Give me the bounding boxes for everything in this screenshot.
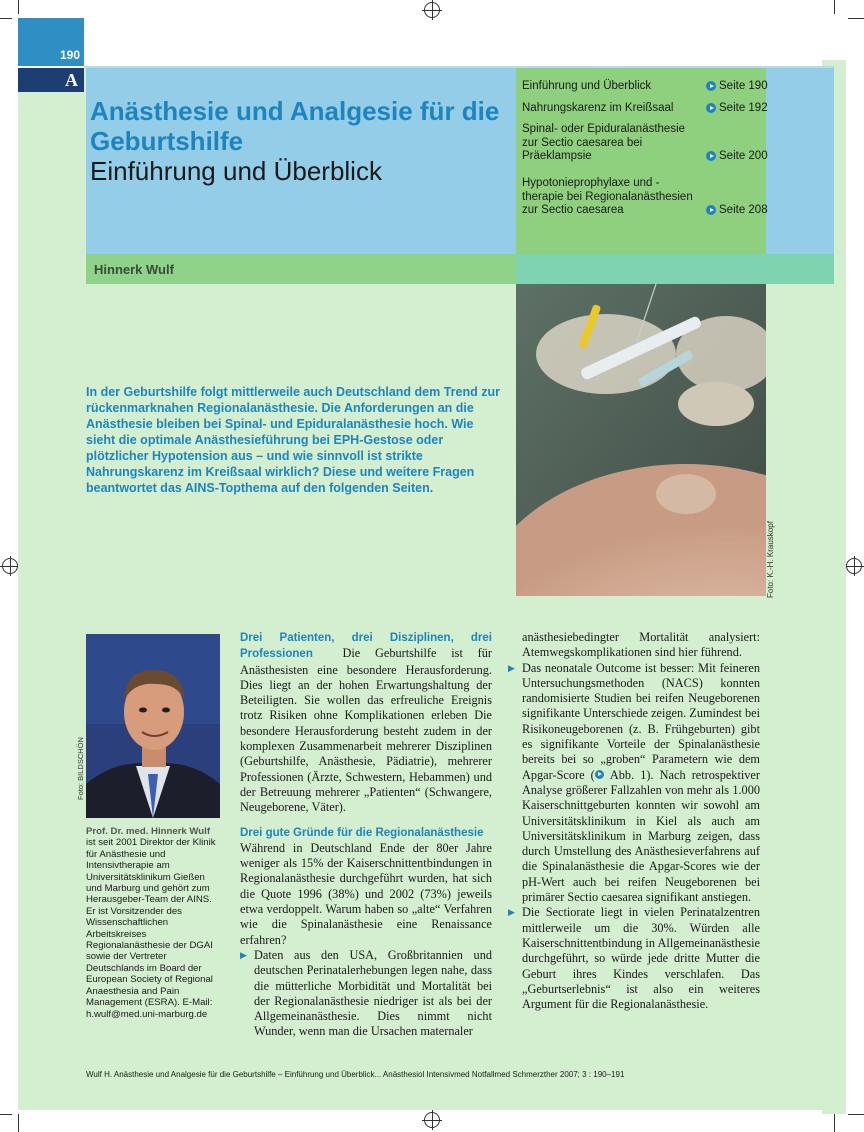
crop-mark <box>0 18 12 19</box>
title-panel-right <box>766 68 834 254</box>
bio-text: ist seit 2001 Direktor der Klinik für Anästhesie und Intensivtherapie am Universitätsklinikum Gießen und Marburg und gehört zum Herausgeber-Team der AINS. Er ist Vorsitzender des Wissenschaftlichen Arbeitskreises Regionalanästhesie der DGAI sowie der Vertreter Deutschlands im Board der European Society of Regional Anaesthesia and Pain Management (ESRA). E-Mail: h.wulf@med.uni-marburg.de <box>86 837 216 1020</box>
procedure-photo <box>516 284 766 596</box>
article-column-1: Drei Patienten, drei Disziplinen, drei Professionen Die Geburtshilfe ist für Anästhesisten eine besondere Herausforderung. Dies liegt an der hohen Erwartungshaltung der Beteiligten. Sie wollen das erfreuliche Ereignis trotz Risiken ohne Komplikationen erleben Die besondere Herausforderung besteht zudem in der komplexen Zusammenarbeit mehrerer Disziplinen (Geburtshilfe, Anästhesie, Pädiatrie), mehrerer Professionen (Ärzte, Schwestern, Hebammen) und der Betreuung mehrerer „Patienten“ (Schwangere, Neugeborene, Väter). Drei gute Gründe für die Regionalanästhesie Während in Deutschland Ende der 80er Jahre weniger als 15% der Kaiserschnittentbindungen in Regionalanästhesie durchgeführt wurden, hat sich die Quote 1996 (38%) und 2002 (73%) jeweils etwa verdoppelt. Warum haben so „alte“ Verfahren wie die Spinalanästhesie eine Renaissance erfahren? ▶ Daten aus den USA, Großbritannien und deutschen Perinatalerhebungen legen nahe, dass die mütterliche Morbidität und Mortalität bei der Regionalanästhesie niedriger ist als bei der Allgemeinanästhesie. Dies nimmt nicht Wunder, wenn man die Ursachen maternaler <box>240 630 492 1040</box>
photo-credit: Foto: K.-H. Krauskopf <box>766 521 775 598</box>
section-letter: A <box>18 68 84 92</box>
crop-mark <box>848 18 864 19</box>
registration-mark-icon <box>2 558 18 574</box>
page-number: 190 <box>18 18 84 66</box>
paragraph-continuation: anästhesiebedingter Mortalität analysiert: Atemwegskomplikationen sind hier führend. <box>522 630 760 660</box>
author-name: Hinnerk Wulf <box>94 262 174 277</box>
article-column-2 <box>508 630 760 1012</box>
crop-mark <box>834 0 835 14</box>
crop-mark <box>848 1114 864 1115</box>
article-title: Anästhesie und Analgesie für die Geburtshilfe <box>90 96 500 156</box>
toc-item-label[interactable]: Nahrungskarenz im Kreißsaal <box>522 102 674 114</box>
bio-name: Prof. Dr. med. Hinnerk Wulf <box>86 826 211 837</box>
crop-mark <box>0 1114 12 1115</box>
registration-mark-icon <box>424 1112 440 1128</box>
toc-item-page[interactable]: Seite 190 <box>706 80 768 92</box>
arrow-right-icon <box>706 103 716 113</box>
registration-mark-icon <box>424 2 440 18</box>
bullet-item: ▶ Das neonatale Outcome ist besser: Mit feineren Untersuchungsmethoden (NACS) konnten randomisierte Studien bei reifen Neugeborenen signifikante Unterschiede zeigen. Zumindest bei Risikoneugeborenen (z. B. Frühgeburten) gibt es signifikante Vorteile der Spinalanästhesie bereits bei so „groben“ Parametern wie dem Apgar-Score ( Abb. 1). Nach retrospektiver Analyse größerer Fallzahlen von mehr als 1.000 Kaiserschnittgeburten konnten wir sowohl am Universitätsklinikum in Kiel als auch am Universitätsklinikum in Marburg zeigen, dass durch Umstellung des Anästhesieverfahrens auf die Spinalanästhesie die Apgar-Scores wie der pH-Wert auch bei reifen Neugeborenen bei primärer Sectio caesarea signifikant anstiegen. <box>508 661 760 906</box>
arrow-right-icon <box>706 205 716 215</box>
author-band-right <box>516 254 834 284</box>
bullet-item: ▶ Die Sectiorate liegt in vielen Perinatalzentren mittlerweile um die 30%. Würden alle Kaiserschnittentbindung in Allgemeinanästhesie durchgeführt, so würde jede dritte Mutter die Geburt ihres Kindes verschlafen. Das „Geburtserlebnis“ ist also ein weiteres Argument für die Regionalanästhesie. <box>508 905 760 1012</box>
crop-mark <box>18 1114 19 1132</box>
toc-item-label[interactable]: Hypotonieprophylaxe und -therapie bei Regionalanästhesien zur Sectio caesarea <box>522 177 693 216</box>
toc-item-page[interactable]: Seite 208 <box>706 204 768 216</box>
toc-item-label[interactable]: Spinal- oder Epiduralanästhesie zur Sectio caesarea bei Präeklampsie <box>522 123 686 162</box>
arrow-right-icon <box>706 151 716 161</box>
figure-reference-link[interactable]: Abb. 1 <box>609 767 647 782</box>
toc-item-page[interactable]: Seite 200 <box>706 150 768 162</box>
section-heading: Drei Patienten, drei Disziplinen, drei Professionen <box>240 632 492 661</box>
crop-mark <box>18 0 19 14</box>
lead-paragraph: In der Geburtshilfe folgt mittlerweile auch Deutschland dem Trend zur rückenmarknahen Regionalanästhesie. Die Anforderungen an die Anästhesie bleiben bei Spinal- und Epiduralanästhesie hoch. Wie sieht die optimale Anästhesieführung bei EPH-Gestose oder plötzlicher Hypotension aus – und wie sinnvoll ist strikte Nahrungskarenz im Kreißsaal wirklich? Diese und weitere Fragen beantwortet das AINS-Topthema auf den folgenden Seiten. <box>86 385 500 495</box>
portrait-credit: Foto: BILDSCHÖN <box>76 737 85 800</box>
toc-item-page[interactable]: Seite 192 <box>706 102 768 114</box>
toc-item-label[interactable]: Einführung und Überblick <box>522 80 652 92</box>
arrow-right-icon <box>595 770 604 779</box>
arrow-right-icon <box>706 81 716 91</box>
author-bio <box>86 826 222 1020</box>
registration-mark-icon <box>846 558 862 574</box>
citation-footer: Wulf H. Anästhesie und Analgesie für die Geburtshilfe – Einführung und Überblick... Anästhesiol Intensivmed Notfallmed Schmerzther 2007; 3 : 190–191 <box>86 1070 625 1079</box>
section-heading: Drei gute Gründe für die Regionalanästhesie <box>240 826 484 839</box>
author-portrait <box>86 634 220 818</box>
bullet-item: ▶ Daten aus den USA, Großbritannien und deutschen Perinatalerhebungen legen nahe, dass die mütterliche Morbidität und Mortalität bei der Regionalanästhesie niedriger ist als bei der Allgemeinanästhesie. Dies nimmt nicht Wunder, wenn man die Ursachen maternaler <box>240 948 492 1040</box>
paragraph: Während in Deutschland Ende der 80er Jahre weniger als 15% der Kaiserschnittentbindungen in Regionalanästhesie durchgeführt wurden, hat sich die Quote 1996 (38%) und 2002 (73%) jeweils etwa verdoppelt. Warum haben so „alte“ Verfahren wie die Spinalanästhesie eine Renaissance erfahren? <box>240 840 492 947</box>
crop-mark <box>834 1114 835 1132</box>
article-subtitle: Einführung und Überblick <box>90 156 382 186</box>
